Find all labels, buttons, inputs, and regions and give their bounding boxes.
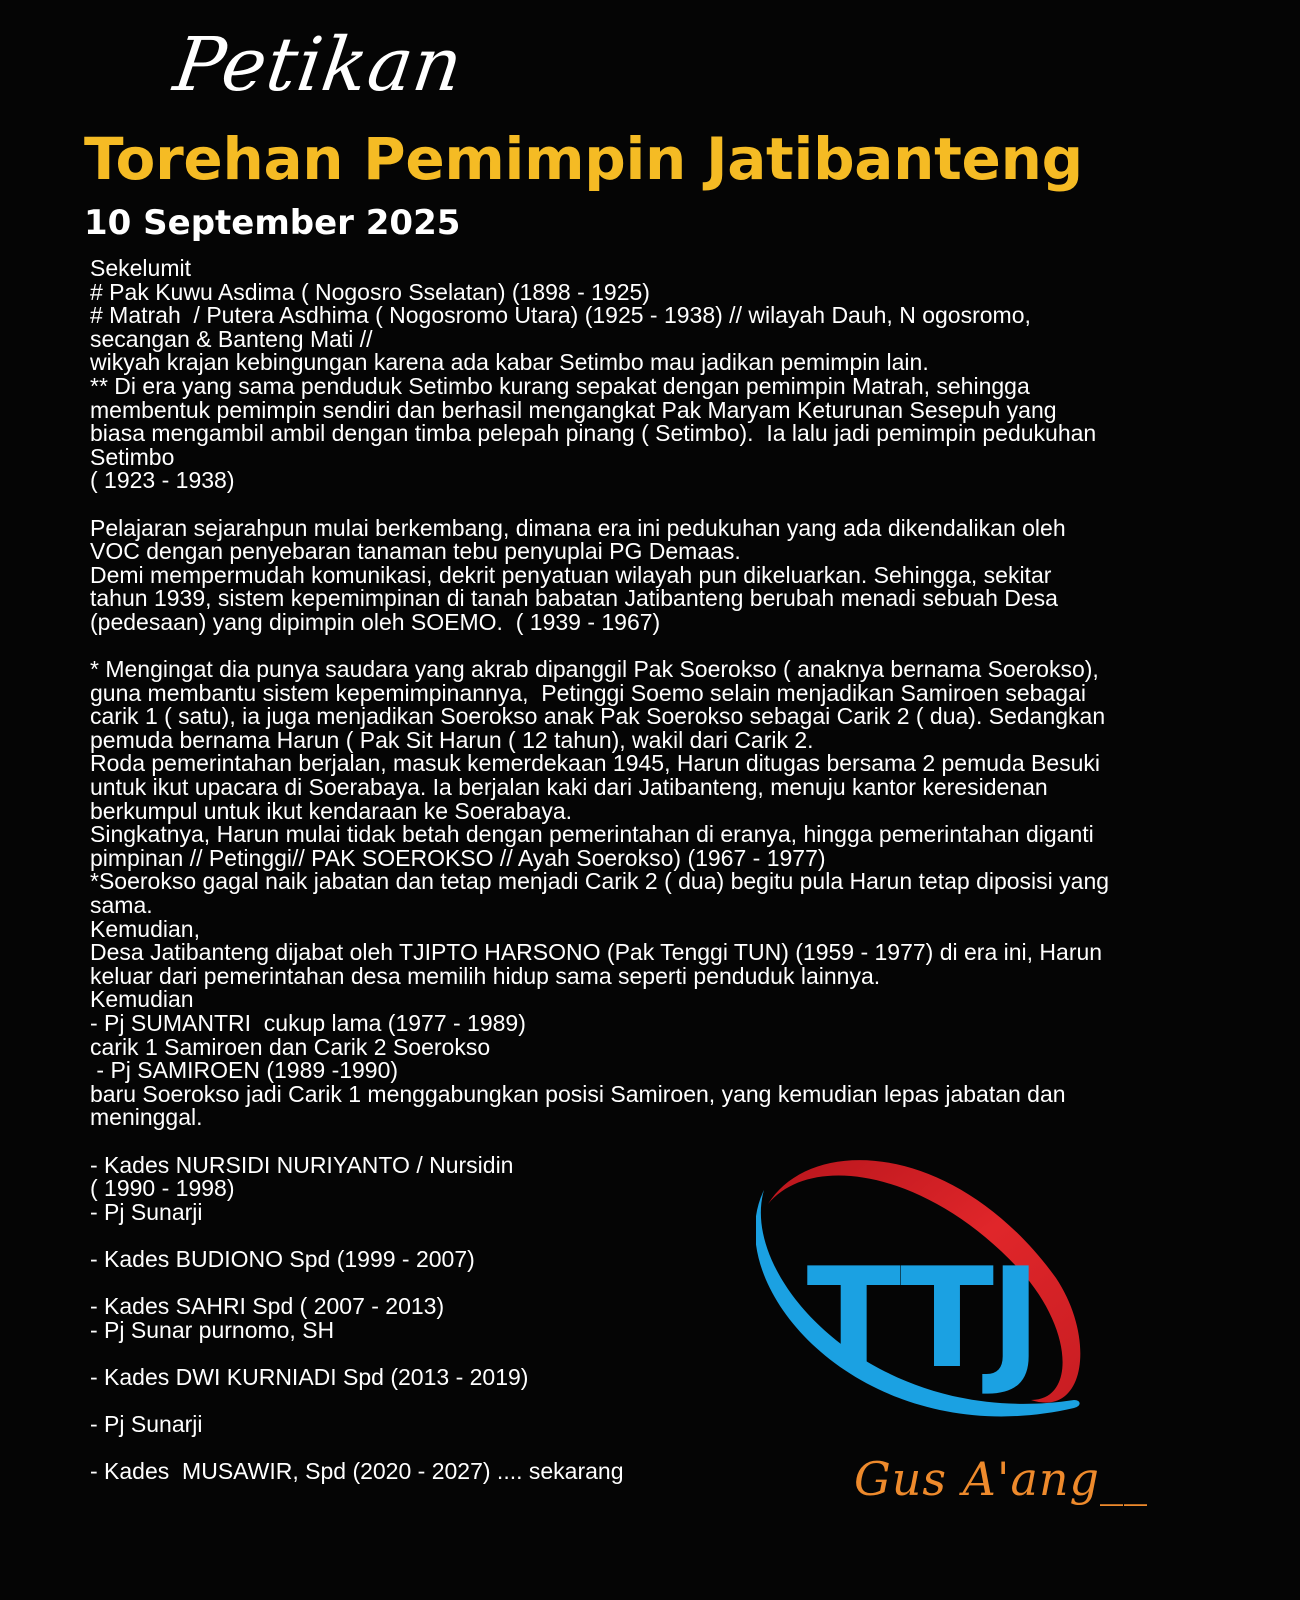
text-line: pemuda bernama Harun ( Pak Sit Harun ( 12 tahun), wakil dari Carik 2. (90, 726, 814, 753)
text-line: - Kades BUDIONO Spd (1999 - 2007) (90, 1245, 475, 1272)
text-line: ( 1990 - 1998) (90, 1175, 235, 1202)
text-line: Sekelumit (90, 255, 191, 281)
ttj-logo (756, 1138, 1086, 1438)
text-line (90, 635, 1230, 659)
text-line: Pelajaran sejarahpun mulai berkembang, dimana era ini pedukuhan yang ada dikendalikan oleh (90, 514, 1066, 541)
text-line: untuk ikut upacara di Soerabaya. Ia berjalan kaki dari Jatibanteng, menuju kantor keresidenan (90, 774, 1048, 801)
text-line: Setimbo (90, 443, 175, 470)
text-line: secangan & Banteng Mati // (90, 325, 373, 352)
signature-text: Gus A'ang__ (854, 1452, 1148, 1506)
text-line: # Matrah / Putera Asdhima ( Nogosromo Utara) (1925 - 1938) // wilayah Dauh, N ogosromo, (90, 302, 1031, 329)
text-line: Singkatnya, Harun mulai tidak betah dengan pemerintahan di eranya, hingga pemerintahan diganti (90, 821, 1094, 848)
signature (848, 1440, 1158, 1525)
script-title: Petikan (168, 22, 469, 108)
text-line: - Kades SAHRI Spd ( 2007 - 2013) (90, 1293, 445, 1320)
text-line: meninggal. (90, 1104, 203, 1131)
text-line: Kemudian (90, 986, 194, 1013)
text-line: guna membantu sistem kepemimpinannya, Petinggi Soemo selain menjadikan Samiroen sebagai (90, 679, 1086, 706)
text-line: sama. (90, 892, 153, 919)
text-line: tahun 1939, sistem kepemimpinan di tanah babatan Jatibanteng berubah menadi sebuah Desa (90, 585, 1058, 612)
main-title: Torehan Pemimpin Jatibanteng (84, 125, 1083, 193)
text-line: - Kades MUSAWIR, Spd (2020 - 2027) .... sekarang (90, 1458, 624, 1485)
logo-text: TTJ (806, 1238, 1038, 1399)
text-line: pimpinan // Petinggi// PAK SOEROKSO // Ayah Soerokso) (1967 - 1977) (90, 844, 826, 871)
text-line: carik 1 ( satu), ia juga menjadikan Soerokso anak Pak Soerokso sebagai Carik 2 ( dua). Sedangkan (90, 703, 1106, 730)
text-line: # Pak Kuwu Asdima ( Nogosro Sselatan) (1898 - 1925) (90, 278, 650, 305)
text-line: ** Di era yang sama penduduk Setimbo kurang sepakat dengan pemimpin Matrah, sehingga (90, 372, 1030, 399)
text-line: - Kades NURSIDI NURIYANTO / Nursidin (90, 1151, 514, 1178)
text-line: * Mengingat dia punya saudara yang akrab dipanggil Pak Soerokso ( anaknya bernama Soerokso), (90, 656, 1099, 683)
text-line: carik 1 Samiroen dan Carik 2 Soerokso (90, 1033, 491, 1060)
text-line: Desa Jatibanteng dijabat oleh TJIPTO HARSONO (Pak Tenggi TUN) (1959 - 1977) di era ini, Harun (90, 939, 1103, 966)
text-line: berkumpul untuk ikut kendaraan ke Soerabaya. (90, 797, 573, 824)
text-line: wikyah krajan kebingungan karena ada kabar Setimbo mau jadikan pemimpin lain. (90, 349, 929, 376)
text-line: - Kades DWI KURNIADI Spd (2013 - 2019) (90, 1363, 529, 1390)
text-line (90, 493, 1230, 517)
text-line: ( 1923 - 1938) (90, 467, 235, 494)
text-line: baru Soerokso jadi Carik 1 menggabungkan posisi Samiroen, yang kemudian lepas jabatan dan (90, 1080, 1066, 1107)
text-line: - Pj SUMANTRI cukup lama (1977 - 1989) (90, 1010, 526, 1036)
text-line: Roda pemerintahan berjalan, masuk kemerdekaan 1945, Harun ditugas bersama 2 pemuda Besuki (90, 750, 1101, 777)
text-line: Kemudian, (90, 915, 200, 942)
text-line: membentuk pemimpin sendiri dan berhasil mengangkat Pak Maryam Keturunan Sesepuh yang (90, 396, 1057, 423)
text-line: - Pj Sunar purnomo, SH (90, 1316, 335, 1343)
text-line: keluar dari pemerintahan desa memilih hidup sama seperti penduduk lainnya. (90, 962, 881, 989)
text-line: - Pj Sunarji (90, 1411, 203, 1438)
text-line: - Pj Sunarji (90, 1198, 203, 1225)
text-line: VOC dengan penyebaran tanaman tebu penyuplai PG Demaas. (90, 538, 741, 565)
date-heading: 10 September 2025 (84, 203, 461, 243)
text-line: Demi mempermudah komunikasi, dekrit penyatuan wilayah pun dikeluarkan. Sehingga, sekitar (90, 561, 1052, 588)
text-line: *Soerokso gagal naik jabatan dan tetap menjadi Carik 2 ( dua) begitu pula Harun tetap diposisi yang (90, 868, 1110, 895)
text-line: (pedesaan) yang dipimpin oleh SOEMO. ( 1939 - 1967) (90, 608, 661, 635)
text-line: - Pj SAMIROEN (1989 -1990) (90, 1057, 399, 1084)
text-line: biasa mengambil ambil dengan timba pelepah pinang ( Setimbo). Ia lalu jadi pemimpin pedukuhan (90, 420, 1097, 447)
